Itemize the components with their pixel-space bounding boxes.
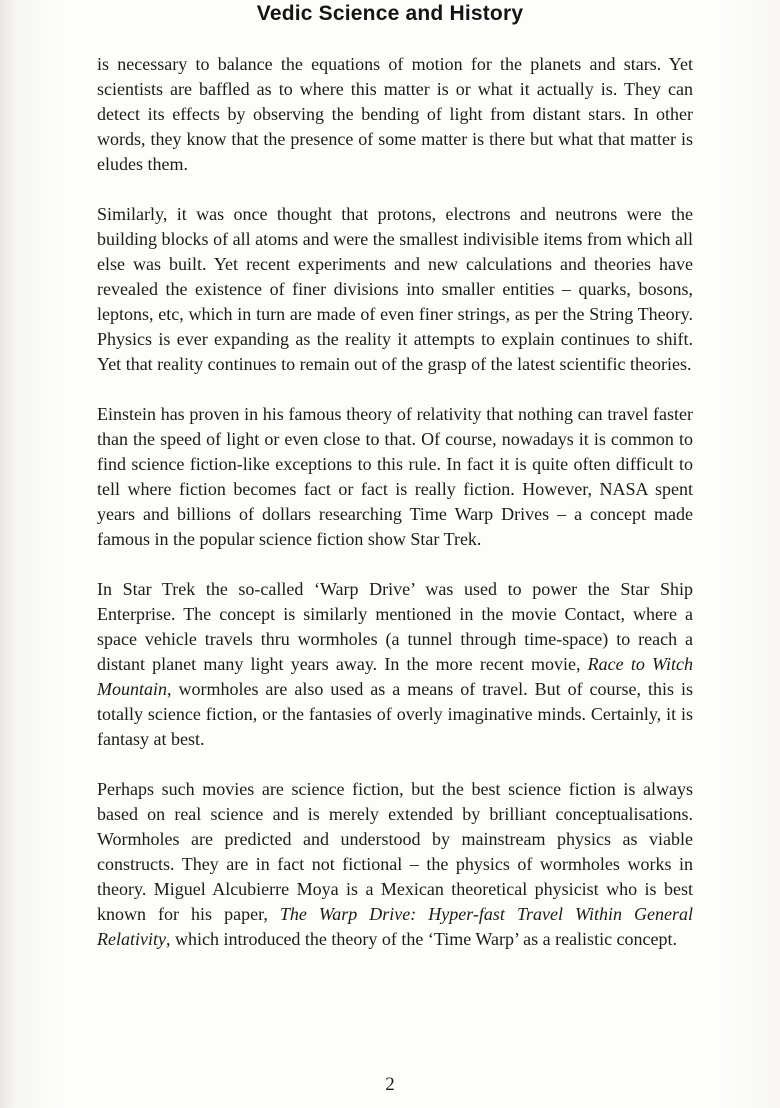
text-run: Perhaps such movies are science fiction, but the best science fiction is always based on real science and is merely extended by brilliant conceptualisations. Wormholes are predicted and understood by mainstream physics as viable constructs. They are in fact not fictional – the physics of wormholes works in theory. Miguel Alcubierre Moya is a Mexican theoretical physicist who is best known for his paper, (97, 779, 693, 924)
paragraph (97, 777, 693, 952)
page-title: Vedic Science and History (256, 2, 524, 25)
text-run: , wormholes are also used as a means of travel. But of course, this is totally science fiction, or the fantasies of overly imaginative minds. Certainly, it is fantasy at best. (97, 679, 693, 749)
italic-text-run: Race to Witch Mountain (97, 654, 693, 699)
page-body (97, 52, 693, 952)
text-run: Similarly, it was once thought that protons, electrons and neutrons were the building blocks of all atoms and were the smallest indivisible items from which all else was built. Yet recent experiments and new calculations and theories have revealed the existence of finer divisions into smaller entities – quarks, bosons, leptons, etc, which in turn are made of even finer strings, as per the String Theory. Physics is ever expanding as the reality it attempts to explain continues to shift. Yet that reality continues to remain out of the grasp of the latest scientific theories. (97, 204, 693, 374)
paragraph (97, 202, 693, 377)
italic-text-run: The Warp Drive: Hyper-fast Travel Within General Relativity (97, 904, 693, 949)
text-run: is necessary to balance the equations of motion for the planets and stars. Yet scientists are baffled as to where this matter is or what it actually is. They can detect its effects by observing the bending of light from distant stars. In other words, they know that the presence of some matter is there but what that matter is eludes them. (97, 54, 693, 174)
page-number: 2 (385, 1074, 395, 1095)
paragraph (97, 52, 693, 177)
paragraph (97, 577, 693, 752)
text-run: In Star Trek the so-called ‘Warp Drive’ was used to power the Star Ship Enterprise. The concept is similarly mentioned in the movie Contact, where a space vehicle travels thru wormholes (a tunnel through time-space) to reach a distant planet many light years away. In the more recent movie, (97, 579, 693, 674)
paragraph (97, 402, 693, 552)
text-run: , which introduced the theory of the ‘Time Warp’ as a realistic concept. (165, 929, 678, 949)
text-run: Einstein has proven in his famous theory of relativity that nothing can travel faster than the speed of light or even close to that. Of course, nowadays it is common to find science fiction-like exceptions to this rule. In fact it is quite often difficult to tell where fiction becomes fact or fact is really fiction. However, NASA spent years and billions of dollars researching Time Warp Drives – a concept made famous in the popular science fiction show Star Trek. (97, 404, 693, 549)
